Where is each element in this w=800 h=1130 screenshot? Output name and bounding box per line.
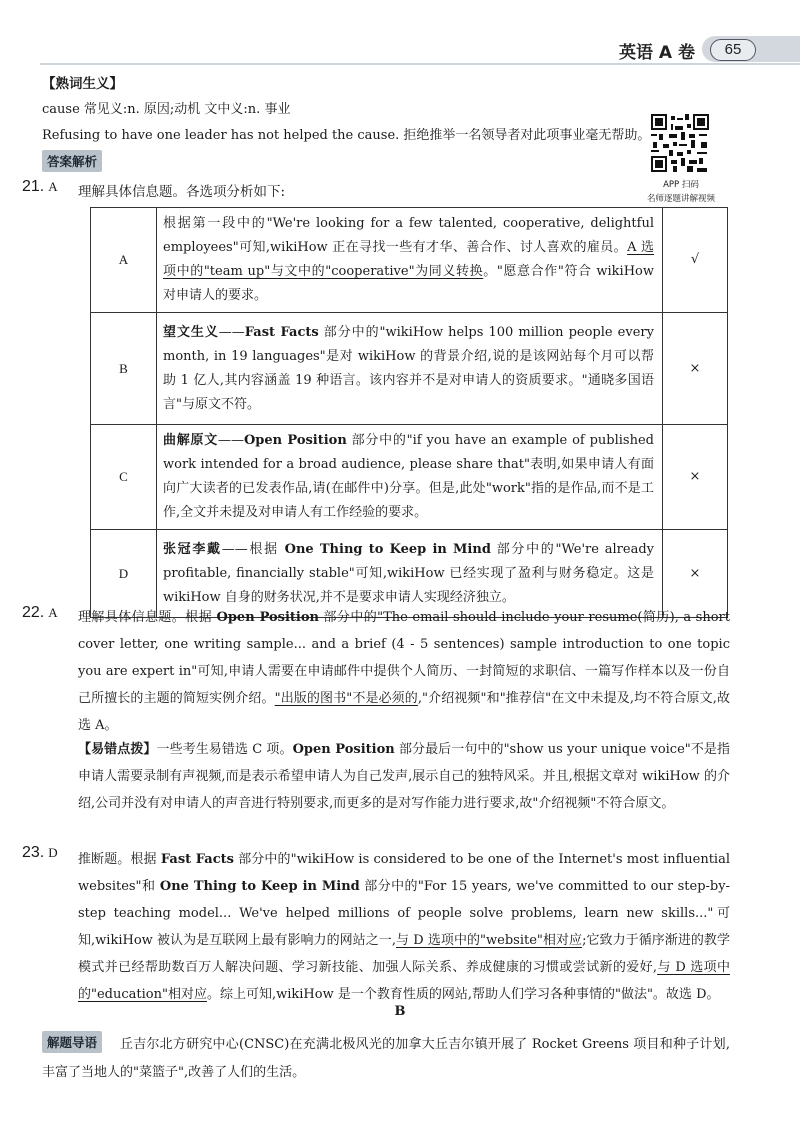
q22-answer: A bbox=[48, 605, 58, 620]
q23-keyword-1: Fast Facts bbox=[160, 852, 234, 867]
option-a-text-2: 。"愿意合作"符合 wikiHow 对申请人的要求。 bbox=[163, 264, 655, 303]
option-d-lead: 张冠李戴 bbox=[163, 541, 222, 557]
option-d-keyword: One Thing to Keep in Mind bbox=[284, 541, 491, 557]
option-letter: A bbox=[91, 208, 157, 313]
page-header bbox=[0, 34, 800, 64]
option-letter: C bbox=[91, 425, 157, 530]
qr-code-icon[interactable] bbox=[651, 114, 709, 172]
q23-explanation bbox=[78, 846, 730, 1008]
q22-text-3: ,"介绍视频"和"推荐信"在文中未提及,均不符合原文,故选 A。 bbox=[78, 691, 730, 733]
tip-label: 【易错点拨】 bbox=[78, 742, 157, 757]
option-analysis bbox=[157, 313, 663, 425]
qr-caption-video: 名师逐题讲解视频 bbox=[646, 194, 715, 204]
q22-number bbox=[22, 604, 58, 622]
q22-text-2: 部分中的"The email should include your resume(简历), a short cover letter, one writing sample... and a brief (4 - 5 sentences) sample introduction to one topic you are expert in"可知,申请人需要在申请邮件中提供个人简历、一封简短的求职信、一篇写作样本以及一份自己所擅长的主题的简短实例介绍。 bbox=[78, 610, 730, 706]
option-mark-wrong: × bbox=[663, 425, 728, 530]
table-row bbox=[91, 425, 728, 530]
option-c-text: 部分中的"if you have an example of published work intended for a broad audience, please share that"表明,如果申请人有面向广大读者的已发表作品,请(在邮件中)分享。但是,此处"work"指的是作品,而不是工作,全文并未提及对申请人有工作经验的要求。 bbox=[163, 433, 654, 520]
table-row bbox=[91, 208, 728, 313]
option-b-keyword: Fast Facts bbox=[244, 324, 319, 340]
qr-caption-scan: APP 扫码 bbox=[663, 180, 699, 190]
q23-text-2: 部分中的"wikiHow is considered to be one of the Internet's most influential websites"和 bbox=[78, 852, 730, 894]
option-letter: B bbox=[91, 313, 157, 425]
option-mark-wrong: × bbox=[663, 530, 728, 618]
option-analysis bbox=[157, 208, 663, 313]
tip-text-2: 部分最后一句中的"show us your unique voice"不是指申请人需要录制有声视频,而是表示希望申请人为自己发声,展示自己的独特风采。并且,根据文章对 wikiHow 的介绍,公司并没有对申请人的声音进行特别要求,而更多的是对写作能力进行要求,故"介绍视频"不符合原文。 bbox=[78, 742, 730, 811]
option-b-dash: —— bbox=[218, 324, 245, 340]
option-letter: D bbox=[91, 530, 157, 618]
q23-text-4: ;它致力于循序渐进的教学模式并已经帮助数百万人解决问题、学习新技能、加强人际关系、养成健康的习惯或尝试新的爱好, bbox=[78, 933, 730, 975]
table-row bbox=[91, 313, 728, 425]
vocab-line-2: Refusing to have one leader has not helped the cause. 拒绝推举一名领导者对此项事业毫无帮助。 bbox=[42, 128, 651, 143]
q21-intro: 理解具体信息题。各选项分析如下: bbox=[78, 184, 286, 200]
q23-underlined-1: 与 D 选项中的"website"相对应 bbox=[395, 933, 583, 948]
option-a-underlined: A 选项中的"team up"与文中的"cooperative"为同义转换 bbox=[163, 240, 654, 279]
q21-answer: A bbox=[48, 179, 58, 194]
tip-keyword: Open Position bbox=[292, 742, 395, 757]
tip-text-1: 一些考生易错选 C 项。 bbox=[156, 742, 293, 757]
option-d-text: 部分中的"We're already profitable, financially stable"可知,wikiHow 已经实现了盈利与财务稳定。这是 wikiHow 自身的财务状况,并不是要求申请人实现经济独立。 bbox=[163, 541, 654, 605]
vocab-line-1: cause 常见义:n. 原因;动机 文中义:n. 事业 bbox=[42, 102, 291, 117]
option-mark-wrong: × bbox=[663, 313, 728, 425]
option-a-text-1: 根据第一段中的"We're looking for a few talented, cooperative, delightful employees"可知,wikiHow 正在寻找一些有才华、善合作、讨人喜欢的雇员。 bbox=[163, 216, 654, 255]
option-c-dash: —— bbox=[217, 433, 244, 448]
q22-underlined: "出版的图书"不是必须的 bbox=[274, 691, 418, 706]
page-number-badge bbox=[702, 36, 800, 62]
guide-text: 丘吉尔北方研究中心(CNSC)在充满北极风光的加拿大丘吉尔镇开展了 Rocket Greens 项目和种子计划,丰富了当地人的"菜篮子",改善了人们的生活。 bbox=[42, 1037, 730, 1080]
q23-underlined-2: 与 D 选项中的"education"相对应 bbox=[78, 960, 730, 1002]
q22-text-1: 理解具体信息题。根据 bbox=[78, 610, 217, 625]
q21-num: 21. bbox=[22, 178, 45, 195]
q22-keyword: Open Position bbox=[216, 610, 319, 625]
q22-explanation bbox=[78, 604, 730, 739]
page-number: 65 bbox=[710, 39, 756, 61]
option-analysis bbox=[157, 425, 663, 530]
option-b-text: 部分中的"wikiHow helps 100 million people every month, in 19 languages"是对 wikiHow 的背景介绍,说的是该网站每个月可以帮助 1 亿人,其内容涵盖 19 种语言。该内容并不是对申请人的资质要求。"通晓多国语言"与原文不符。 bbox=[163, 324, 654, 412]
option-c-lead: 曲解原文 bbox=[163, 433, 218, 448]
q21-number bbox=[22, 178, 58, 196]
q22-num: 22. bbox=[22, 604, 45, 621]
q23-text-3: 部分中的"For 15 years, we've committed to our step-by-step teaching model... We've helped millions of people solve problems, learn new skills..."可知,wikiHow 被认为是互联网上最有影响力的网站之一, bbox=[78, 879, 730, 948]
option-c-keyword: Open Position bbox=[243, 433, 347, 448]
option-b-lead: 望文生义 bbox=[163, 324, 219, 340]
option-mark-correct: √ bbox=[663, 208, 728, 313]
q22-error-tip bbox=[78, 736, 730, 817]
section-b-heading: B bbox=[394, 1004, 406, 1019]
q23-keyword-2: One Thing to Keep in Mind bbox=[159, 879, 360, 894]
option-d-dash: ——根据 bbox=[221, 541, 285, 557]
q23-number bbox=[22, 844, 58, 862]
answer-analysis-tag: 答案解析 bbox=[42, 150, 102, 172]
header-title: 英语 A 卷 bbox=[619, 43, 695, 63]
q23-text-1: 推断题。根据 bbox=[78, 852, 161, 867]
vocab-section-label: 【熟词生义】 bbox=[42, 76, 123, 92]
q23-answer: D bbox=[48, 845, 58, 860]
q23-num: 23. bbox=[22, 844, 45, 861]
q23-text-5: 。综上可知,wikiHow 是一个教育性质的网站,帮助人们学习各种事情的"做法"。故选 D。 bbox=[206, 987, 720, 1002]
q21-options-table bbox=[90, 207, 728, 618]
header-rule bbox=[40, 63, 800, 65]
guide-tag: 解题导语 bbox=[42, 1031, 102, 1053]
